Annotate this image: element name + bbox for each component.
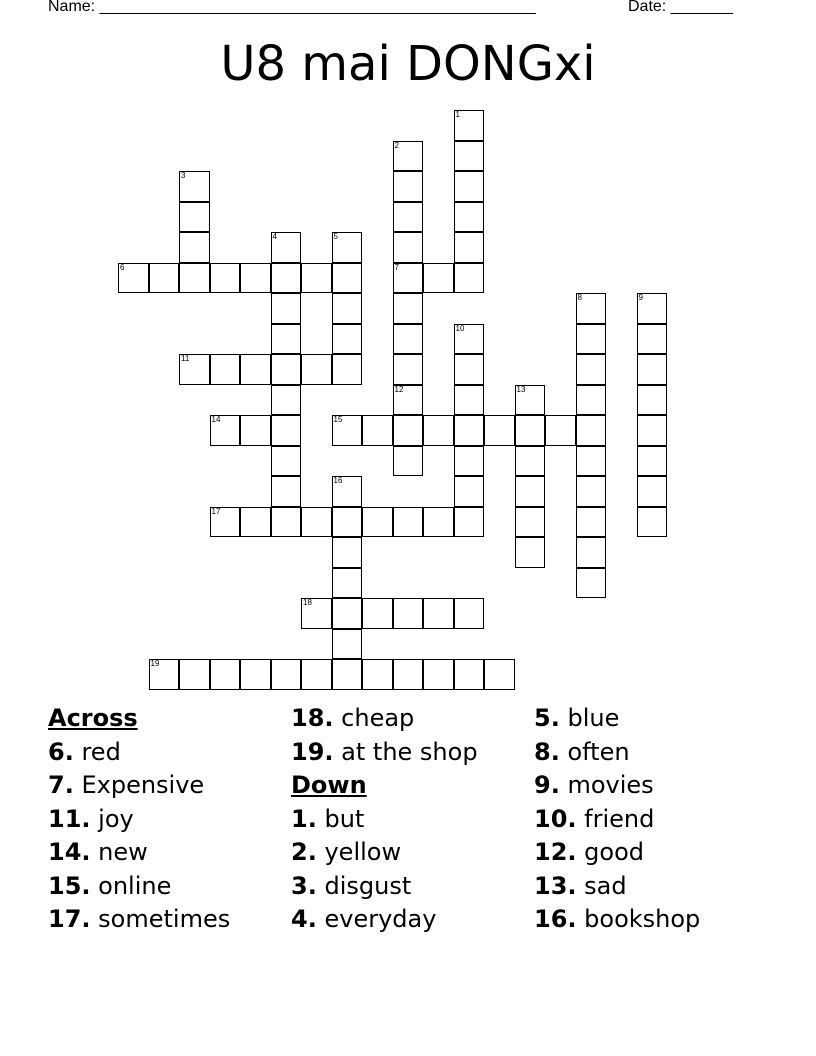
grid-cell[interactable] bbox=[179, 232, 210, 263]
grid-cell[interactable] bbox=[240, 507, 271, 538]
clue-number: 7 bbox=[394, 262, 399, 272]
grid-cell[interactable] bbox=[637, 507, 668, 538]
grid-cell[interactable] bbox=[423, 659, 454, 690]
clue-number: 18. bbox=[291, 704, 334, 732]
grid-cell[interactable] bbox=[393, 598, 424, 629]
grid-cell[interactable] bbox=[393, 263, 424, 294]
clue-text: good bbox=[584, 838, 644, 866]
clue bbox=[534, 870, 774, 904]
grid-cell[interactable] bbox=[576, 476, 607, 507]
grid-cell[interactable] bbox=[362, 415, 393, 446]
grid-cell[interactable] bbox=[393, 415, 424, 446]
grid-cell[interactable] bbox=[454, 446, 485, 477]
clue-number: 15. bbox=[48, 871, 91, 900]
clue-text: disgust bbox=[324, 871, 412, 900]
grid-cell[interactable] bbox=[637, 293, 668, 324]
clue bbox=[291, 803, 531, 837]
clue bbox=[48, 736, 288, 770]
grid-cell[interactable] bbox=[576, 415, 607, 446]
page-title: U8 mai DONGxi bbox=[220, 36, 596, 92]
grid-cell[interactable] bbox=[271, 354, 302, 385]
grid-cell[interactable] bbox=[393, 171, 424, 202]
clue-text: movies bbox=[567, 771, 654, 799]
clue-text: blue bbox=[567, 704, 620, 732]
grid-cell[interactable] bbox=[576, 324, 607, 355]
grid-cell[interactable] bbox=[637, 476, 668, 507]
grid-cell[interactable] bbox=[454, 354, 485, 385]
clue-text: everyday bbox=[324, 905, 437, 933]
grid-cell[interactable] bbox=[454, 476, 485, 507]
clue-text: online bbox=[98, 871, 172, 900]
grid-cell[interactable] bbox=[393, 659, 424, 690]
grid-cell[interactable] bbox=[393, 354, 424, 385]
grid-cell[interactable] bbox=[271, 659, 302, 690]
grid-cell[interactable] bbox=[454, 324, 485, 355]
clue-number: 16 bbox=[333, 476, 343, 485]
clue-number: 5 bbox=[333, 232, 338, 241]
grid-cell[interactable] bbox=[637, 385, 668, 416]
clue-text: new bbox=[98, 838, 148, 866]
clue-text: sad bbox=[584, 871, 627, 900]
clue-number: 13. bbox=[534, 871, 577, 900]
grid-cell[interactable] bbox=[179, 659, 210, 690]
clue-number: 11 bbox=[181, 354, 190, 363]
clue-number: 16. bbox=[534, 905, 577, 933]
name-label: Name: bbox=[48, 0, 100, 15]
grid-cell[interactable] bbox=[362, 598, 393, 629]
grid-cell[interactable] bbox=[545, 415, 576, 446]
clue-number: 3 bbox=[181, 171, 186, 180]
grid-cell[interactable] bbox=[423, 263, 454, 294]
clue bbox=[291, 903, 531, 937]
clue-text: sometimes bbox=[98, 905, 231, 933]
grid-cell[interactable] bbox=[332, 324, 363, 355]
grid-cell[interactable] bbox=[240, 354, 271, 385]
grid-cell[interactable] bbox=[240, 659, 271, 690]
clue bbox=[291, 702, 531, 736]
grid-cell[interactable] bbox=[576, 537, 607, 568]
clue-number: 4 bbox=[272, 232, 277, 241]
clue-number: 11. bbox=[48, 804, 91, 833]
clue-number: 9 bbox=[638, 293, 643, 302]
grid-cell[interactable] bbox=[118, 263, 149, 294]
clue bbox=[48, 803, 288, 837]
grid-cell[interactable] bbox=[301, 598, 332, 629]
clue-number: 12 bbox=[394, 384, 404, 394]
grid-cell[interactable] bbox=[332, 629, 363, 660]
grid-cell[interactable] bbox=[454, 232, 485, 263]
grid-cell[interactable] bbox=[515, 476, 546, 507]
clue-text: joy bbox=[98, 804, 134, 833]
grid-cell[interactable] bbox=[210, 507, 241, 538]
grid-cell[interactable] bbox=[332, 598, 363, 629]
grid-cell[interactable] bbox=[271, 415, 302, 446]
grid-cell[interactable] bbox=[576, 293, 607, 324]
clue-number: 6 bbox=[120, 262, 125, 272]
grid-cell[interactable] bbox=[423, 598, 454, 629]
grid-cell[interactable] bbox=[332, 537, 363, 568]
grid-cell[interactable] bbox=[301, 263, 332, 294]
grid-cell[interactable] bbox=[393, 141, 424, 172]
clue-number: 1. bbox=[291, 804, 317, 833]
grid-cell[interactable] bbox=[454, 110, 485, 141]
clue-number: 6. bbox=[48, 737, 74, 766]
grid-cell[interactable] bbox=[454, 171, 485, 202]
date-label: Date: bbox=[628, 0, 671, 15]
clue-number: 14 bbox=[211, 415, 221, 424]
grid-cell[interactable] bbox=[240, 415, 271, 446]
clue bbox=[534, 736, 774, 770]
grid-cell[interactable] bbox=[393, 507, 424, 538]
name-line: _________________________________________________ bbox=[99, 0, 536, 15]
grid-cell[interactable] bbox=[271, 446, 302, 477]
grid-cell[interactable] bbox=[454, 202, 485, 233]
grid-cell[interactable] bbox=[332, 263, 363, 294]
clue-number: 19. bbox=[291, 737, 334, 766]
grid-cell[interactable] bbox=[515, 446, 546, 477]
clue bbox=[534, 803, 774, 837]
grid-cell[interactable] bbox=[179, 263, 210, 294]
clue-text: at the shop bbox=[341, 737, 478, 766]
clue bbox=[48, 870, 288, 904]
clue bbox=[534, 903, 774, 937]
grid-cell[interactable] bbox=[332, 659, 363, 690]
grid-cell[interactable] bbox=[332, 415, 363, 446]
clue bbox=[534, 769, 774, 803]
grid-cell[interactable] bbox=[271, 324, 302, 355]
grid-cell[interactable] bbox=[210, 659, 241, 690]
date-line: _______ bbox=[670, 0, 733, 15]
grid-cell[interactable] bbox=[332, 232, 363, 263]
grid-cell[interactable] bbox=[271, 385, 302, 416]
clue-number: 4. bbox=[291, 905, 317, 933]
grid-cell[interactable] bbox=[637, 415, 668, 446]
clue-number: 18 bbox=[303, 598, 312, 607]
grid-cell[interactable] bbox=[454, 415, 485, 446]
grid-cell[interactable] bbox=[515, 415, 546, 446]
grid-cell[interactable] bbox=[515, 537, 546, 568]
grid-cell[interactable] bbox=[271, 263, 302, 294]
clue-number: 9. bbox=[534, 771, 560, 799]
grid-cell[interactable] bbox=[210, 354, 241, 385]
grid-cell[interactable] bbox=[332, 507, 363, 538]
clue-text: red bbox=[81, 737, 121, 766]
grid-cell[interactable] bbox=[240, 263, 271, 294]
clue-number: 10. bbox=[534, 804, 577, 833]
grid-cell[interactable] bbox=[332, 476, 363, 507]
clue bbox=[48, 903, 288, 937]
grid-cell[interactable] bbox=[271, 476, 302, 507]
clue-number: 19 bbox=[150, 659, 160, 668]
grid-cell[interactable] bbox=[454, 385, 485, 416]
grid-cell[interactable] bbox=[179, 354, 210, 385]
grid-cell[interactable] bbox=[332, 568, 363, 599]
clue-number: 13 bbox=[516, 384, 526, 394]
grid-cell[interactable] bbox=[301, 659, 332, 690]
clue bbox=[48, 836, 288, 870]
clue-text: but bbox=[324, 804, 365, 833]
grid-cell[interactable] bbox=[637, 354, 668, 385]
grid-cell[interactable] bbox=[423, 507, 454, 538]
clue-number: 10 bbox=[455, 323, 465, 333]
grid-cell[interactable] bbox=[454, 263, 485, 294]
clue-number: 3. bbox=[291, 871, 317, 900]
grid-cell[interactable] bbox=[637, 324, 668, 355]
grid-cell[interactable] bbox=[515, 385, 546, 416]
grid-cell[interactable] bbox=[393, 293, 424, 324]
clue-number: 8. bbox=[534, 737, 560, 766]
grid-cell[interactable] bbox=[149, 659, 180, 690]
grid-cell[interactable] bbox=[454, 507, 485, 538]
down-heading: Down bbox=[291, 771, 367, 799]
clue-column-3 bbox=[534, 702, 774, 937]
grid-cell[interactable] bbox=[301, 507, 332, 538]
grid-cell[interactable] bbox=[332, 354, 363, 385]
grid-cell[interactable] bbox=[484, 659, 515, 690]
grid-cell[interactable] bbox=[332, 293, 363, 324]
clue-text: often bbox=[567, 737, 630, 766]
grid-cell[interactable] bbox=[210, 263, 241, 294]
clue-number: 7. bbox=[48, 771, 74, 799]
clue-number: 12. bbox=[534, 838, 577, 866]
grid-cell[interactable] bbox=[576, 446, 607, 477]
grid-cell[interactable] bbox=[210, 415, 241, 446]
grid-cell[interactable] bbox=[301, 354, 332, 385]
clue bbox=[48, 769, 288, 803]
grid-cell[interactable] bbox=[362, 507, 393, 538]
grid-cell[interactable] bbox=[576, 354, 607, 385]
clue bbox=[534, 702, 774, 736]
grid-cell[interactable] bbox=[393, 446, 424, 477]
grid-cell[interactable] bbox=[576, 385, 607, 416]
grid-cell[interactable] bbox=[454, 659, 485, 690]
clue-column-2 bbox=[291, 702, 531, 937]
clue-number: 14. bbox=[48, 838, 91, 866]
clue bbox=[534, 836, 774, 870]
grid-cell[interactable] bbox=[454, 141, 485, 172]
clue-text: bookshop bbox=[584, 905, 701, 933]
grid-cell[interactable] bbox=[271, 507, 302, 538]
grid-cell[interactable] bbox=[454, 598, 485, 629]
grid-cell[interactable] bbox=[423, 415, 454, 446]
grid-cell[interactable] bbox=[271, 232, 302, 263]
grid-cell[interactable] bbox=[393, 324, 424, 355]
grid-cell[interactable] bbox=[393, 232, 424, 263]
clue-text: Expensive bbox=[81, 771, 205, 799]
clue-number: 15 bbox=[333, 415, 343, 424]
grid-cell[interactable] bbox=[484, 415, 515, 446]
clue bbox=[291, 870, 531, 904]
grid-cell[interactable] bbox=[515, 507, 546, 538]
grid-cell[interactable] bbox=[362, 659, 393, 690]
grid-cell[interactable] bbox=[637, 446, 668, 477]
grid-cell[interactable] bbox=[576, 507, 607, 538]
clue bbox=[291, 836, 531, 870]
clue-number: 2. bbox=[291, 838, 317, 866]
grid-cell[interactable] bbox=[271, 293, 302, 324]
clue bbox=[291, 736, 531, 770]
clue-text: yellow bbox=[324, 838, 402, 866]
grid-cell[interactable] bbox=[149, 263, 180, 294]
grid-cell[interactable] bbox=[179, 171, 210, 202]
grid-cell[interactable] bbox=[576, 568, 607, 599]
grid-cell[interactable] bbox=[393, 202, 424, 233]
clue-number: 17. bbox=[48, 905, 91, 933]
clue-number: 17 bbox=[211, 506, 221, 516]
grid-cell[interactable] bbox=[393, 385, 424, 416]
grid-cell[interactable] bbox=[179, 202, 210, 233]
across-heading: Across bbox=[48, 704, 138, 732]
clue-number: 5. bbox=[534, 704, 560, 732]
clue-text: cheap bbox=[341, 704, 415, 732]
clue-number: 2 bbox=[394, 140, 399, 150]
clue-number: 1 bbox=[455, 110, 460, 119]
clue-number: 8 bbox=[577, 293, 582, 302]
clue-text: friend bbox=[584, 804, 655, 833]
clue-column-1 bbox=[48, 702, 288, 937]
